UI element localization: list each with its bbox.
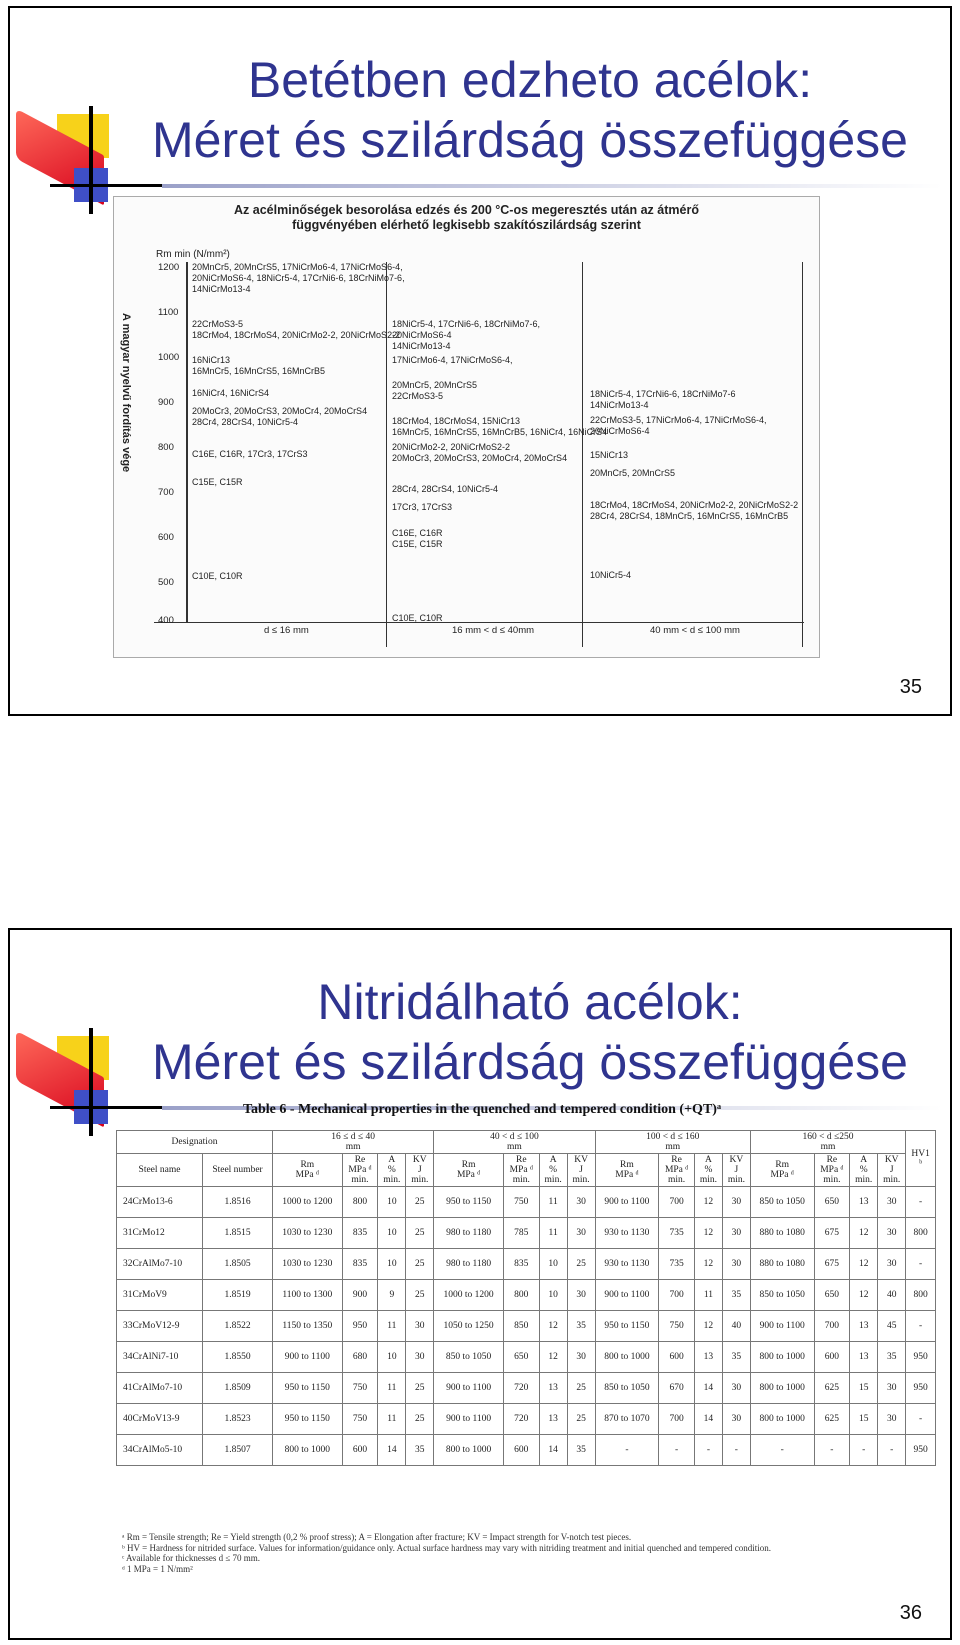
table-row <box>117 1342 936 1373</box>
slide-title <box>130 50 930 170</box>
table-cell: 24CrMo13-6 <box>117 1187 203 1218</box>
table-cell: 32CrAlMo7-10 <box>117 1249 203 1280</box>
table-cell: 11 <box>378 1311 406 1342</box>
table-cell: 600 <box>342 1435 378 1466</box>
table-caption: Table 6 - Mechanical properties in the quenched and tempered condition (+QT)ᵃ <box>242 1102 722 1117</box>
header-sub: Rm MPa ᵈ <box>434 1154 504 1187</box>
table-cell: 12 <box>694 1187 722 1218</box>
table-cell: 880 to 1080 <box>750 1218 814 1249</box>
chart-cell: 20NiCrMo2-2, 20NiCrMoS2-2 20MoCr3, 20MoCrS3, 20MoCr4, 20MoCrS4 <box>392 442 568 463</box>
table-cell: 12 <box>694 1311 722 1342</box>
y-tick: 600 <box>158 532 174 543</box>
header-sub: Re MPa ᵈ min. <box>659 1154 695 1187</box>
table-cell: 835 <box>342 1218 378 1249</box>
table-cell: 10 <box>378 1187 406 1218</box>
table-cell: 735 <box>659 1218 695 1249</box>
table-cell: 850 to 1050 <box>595 1373 659 1404</box>
table-cell: 800 to 1000 <box>750 1342 814 1373</box>
table-cell: - <box>595 1435 659 1466</box>
table-cell: 1150 to 1350 <box>272 1311 342 1342</box>
header-sub: A % min. <box>694 1154 722 1187</box>
table-cell: 25 <box>567 1373 595 1404</box>
chart-cell: 20MoCr3, 20MoCrS3, 20MoCr4, 20MoCrS4 28Cr4, 28CrS4, 10NiCr5-4 <box>192 406 368 427</box>
table-row <box>117 1249 936 1280</box>
header-steel-name: Steel name <box>117 1154 203 1187</box>
table-row <box>117 1280 936 1311</box>
table-cell: - <box>906 1404 936 1435</box>
table-row <box>117 1218 936 1249</box>
table-cell: 25 <box>567 1249 595 1280</box>
chart-cell: C10E, C10R <box>192 571 243 581</box>
chart-cell: 22CrMoS3-5, 17NiCrMo6-4, 17NiCrMoS6-4, 20NiCrMoS6-4 <box>590 415 767 436</box>
y-tick: 800 <box>158 442 174 453</box>
table-cell: 10 <box>378 1218 406 1249</box>
table-cell: 1100 to 1300 <box>272 1280 342 1311</box>
table-notes <box>122 1532 942 1574</box>
slide-36 <box>8 928 952 1640</box>
table-cell: 835 <box>342 1249 378 1280</box>
y-tick: 900 <box>158 397 174 408</box>
table-cell: 30 <box>722 1249 750 1280</box>
table-cell: 800 <box>906 1280 936 1311</box>
table-cell: 700 <box>659 1280 695 1311</box>
table-cell: 1.8522 <box>203 1311 273 1342</box>
table-cell: 11 <box>694 1280 722 1311</box>
table-cell: 880 to 1080 <box>750 1249 814 1280</box>
table-cell: 25 <box>406 1249 434 1280</box>
table-cell: 600 <box>503 1435 539 1466</box>
y-tick: 1100 <box>158 307 179 318</box>
table-cell: 25 <box>406 1218 434 1249</box>
table-cell: 30 <box>878 1249 906 1280</box>
chart-cell: 16NiCr13 16MnCr5, 16MnCrS5, 16MnCrB5 <box>192 355 326 376</box>
table-cell: 13 <box>850 1187 878 1218</box>
table-cell: 750 <box>342 1373 378 1404</box>
table-cell: 12 <box>850 1218 878 1249</box>
table-cell: 950 to 1150 <box>595 1311 659 1342</box>
table-cell: 1.8507 <box>203 1435 273 1466</box>
table-cell: 750 <box>659 1311 695 1342</box>
table-cell: 30 <box>878 1404 906 1435</box>
table-cell: 30 <box>567 1187 595 1218</box>
table-cell: 1000 to 1200 <box>434 1280 504 1311</box>
chart-cell: 15NiCr13 <box>590 450 629 460</box>
table-cell: 14 <box>378 1435 406 1466</box>
table-cell: 30 <box>406 1342 434 1373</box>
x-category: 16 mm < d ≤ 40mm <box>452 625 535 636</box>
header-sub: KV J min. <box>567 1154 595 1187</box>
table-cell: 1.8516 <box>203 1187 273 1218</box>
y-tick: 400 <box>158 615 174 626</box>
table-cell: 30 <box>878 1373 906 1404</box>
table-cell: 950 to 1150 <box>272 1373 342 1404</box>
table-cell: 750 <box>342 1404 378 1435</box>
table-cell: 25 <box>406 1373 434 1404</box>
table-cell: 670 <box>659 1373 695 1404</box>
table-cell: 800 to 1000 <box>750 1373 814 1404</box>
table-cell: 600 <box>814 1342 850 1373</box>
table-cell: - <box>722 1435 750 1466</box>
table-cell: 41CrAlMo7-10 <box>117 1373 203 1404</box>
table-cell: 950 <box>906 1342 936 1373</box>
table-cell: 30 <box>567 1280 595 1311</box>
table-cell: - <box>694 1435 722 1466</box>
chart-cell: 16NiCr4, 16NiCrS4 <box>192 388 270 398</box>
header-designation: Designation <box>117 1131 273 1154</box>
table-cell: 10 <box>378 1249 406 1280</box>
column-divider <box>582 262 583 647</box>
table-cell: 900 <box>342 1280 378 1311</box>
table-cell: 13 <box>539 1373 567 1404</box>
header-sub: A % min. <box>850 1154 878 1187</box>
page-number: 36 <box>899 1602 922 1624</box>
note: ᶜ Available for thicknesses d ≤ 70 mm. <box>122 1553 261 1563</box>
slide-title <box>130 972 930 1092</box>
table-cell: 850 to 1050 <box>434 1342 504 1373</box>
table-cell: 700 <box>814 1311 850 1342</box>
note: ᵈ 1 MPa = 1 N/mm² <box>122 1563 193 1574</box>
title-line-1: Betétben edzheto acélok: <box>247 52 813 108</box>
table-cell: 33CrMoV12-9 <box>117 1311 203 1342</box>
table-cell: 750 <box>503 1187 539 1218</box>
table-cell: 10 <box>539 1249 567 1280</box>
table-cell: 850 to 1050 <box>750 1280 814 1311</box>
header-range: 100 < d ≤ 160 mm <box>595 1131 750 1154</box>
table-cell: 25 <box>406 1280 434 1311</box>
chart-title-line-2: függvényében elérhető legkisebb szakítószilárdság szerint <box>292 218 641 232</box>
table-cell: 12 <box>539 1311 567 1342</box>
table-cell: 12 <box>539 1342 567 1373</box>
table-cell: 1030 to 1230 <box>272 1249 342 1280</box>
table-cell: 30 <box>878 1218 906 1249</box>
table-cell: 9 <box>378 1280 406 1311</box>
table-cell: 14 <box>694 1404 722 1435</box>
chart-title-line-1: Az acélminőségek besorolása edzés és 200 °C-os megeresztés után az átmérő <box>234 203 699 217</box>
note: ᵇ HV = Hardness for nitrided surface. Values for information/guidance only. Actual surface hardness may vary with nitriding treatment and initial quenched and tempered condition. <box>122 1542 772 1553</box>
table-cell: - <box>878 1435 906 1466</box>
table-cell: 900 to 1100 <box>434 1404 504 1435</box>
slide-35 <box>8 6 952 716</box>
table-cell: 980 to 1180 <box>434 1249 504 1280</box>
table-cell: 720 <box>503 1404 539 1435</box>
header-sub: Rm MPa ᵈ <box>595 1154 659 1187</box>
table-cell: 675 <box>814 1249 850 1280</box>
table-cell: 14 <box>694 1373 722 1404</box>
table-cell: 11 <box>378 1404 406 1435</box>
table-cell: 10 <box>378 1342 406 1373</box>
table-cell: 40 <box>878 1280 906 1311</box>
table-cell: 11 <box>539 1218 567 1249</box>
table-cell: 13 <box>694 1342 722 1373</box>
table-row <box>117 1435 936 1466</box>
chart-cell: 22CrMoS3-5 18CrMo4, 18CrMoS4, 20NiCrMo2-2, 20NiCrMoS2-2 <box>192 319 401 340</box>
chart-cell: 18NiCr5-4, 17CrNi6-6, 18CrNiMo7-6 14NiCrMo13-4 <box>590 389 736 410</box>
note: ᵃ Rm = Tensile strength; Re = Yield strength (0,2 % proof stress); A = Elongation after fracture; KV = Impact strength for V-notch test pieces. <box>122 1532 632 1542</box>
table-cell: 800 to 1000 <box>750 1404 814 1435</box>
table-cell: 850 to 1050 <box>750 1187 814 1218</box>
table-cell: 40 <box>722 1311 750 1342</box>
table-cell: 785 <box>503 1218 539 1249</box>
table-cell: 625 <box>814 1404 850 1435</box>
table-cell: 900 to 1100 <box>434 1373 504 1404</box>
table-cell: 14 <box>539 1435 567 1466</box>
table-cell: 35 <box>878 1342 906 1373</box>
table-cell: 870 to 1070 <box>595 1404 659 1435</box>
table-cell: 11 <box>539 1187 567 1218</box>
mechanical-properties-table <box>116 1130 936 1466</box>
chart-cell: 18CrMo4, 18CrMoS4, 15NiCr13 16MnCr5, 16MnCrS5, 16MnCrB5, 16NiCr4, 16NiCrS4 <box>392 416 608 437</box>
chart-cell: C10E, C10R <box>392 613 443 623</box>
table-cell: 650 <box>503 1342 539 1373</box>
header-sub: Re MPa ᵈ min. <box>814 1154 850 1187</box>
table-cell: 31CrMoV9 <box>117 1280 203 1311</box>
y-tick: 700 <box>158 487 174 498</box>
table-cell: 700 <box>659 1187 695 1218</box>
header-sub: KV J min. <box>878 1154 906 1187</box>
table-cell: 625 <box>814 1373 850 1404</box>
header-range: 40 < d ≤ 100 mm <box>434 1131 595 1154</box>
table-row <box>117 1187 936 1218</box>
table-cell: 1.8523 <box>203 1404 273 1435</box>
title-line-2: Méret és szilárdság összefüggése <box>152 112 908 168</box>
table-cell: 950 to 1150 <box>434 1187 504 1218</box>
table-cell: 31CrMo12 <box>117 1218 203 1249</box>
header-sub: A % min. <box>378 1154 406 1187</box>
table-cell: 35 <box>567 1435 595 1466</box>
chart-cell: C15E, C15R <box>192 477 243 487</box>
table-cell: 1.8550 <box>203 1342 273 1373</box>
page-number: 35 <box>899 676 922 698</box>
table-cell: 675 <box>814 1218 850 1249</box>
chart-title <box>114 203 819 233</box>
table-cell: 650 <box>814 1280 850 1311</box>
chart-cell: 28Cr4, 28CrS4, 10NiCr5-4 <box>392 484 499 494</box>
table-cell: 30 <box>567 1342 595 1373</box>
table-cell: 835 <box>503 1249 539 1280</box>
table-cell: 930 to 1130 <box>595 1218 659 1249</box>
table-cell: 30 <box>722 1373 750 1404</box>
chart-cell: 20MnCr5, 20MnCrS5 22CrMoS3-5 <box>392 380 478 401</box>
table-cell: 35 <box>406 1435 434 1466</box>
table-cell: 45 <box>878 1311 906 1342</box>
header-sub: KV J min. <box>722 1154 750 1187</box>
table-cell: 800 <box>342 1187 378 1218</box>
chart-cell: C16E, C16R, 17Cr3, 17CrS3 <box>192 449 308 459</box>
table-cell: - <box>906 1187 936 1218</box>
table-cell: 11 <box>378 1373 406 1404</box>
table-cell: - <box>906 1249 936 1280</box>
header-sub: Re MPa ᵈ min. <box>503 1154 539 1187</box>
table-cell: 15 <box>850 1373 878 1404</box>
table-cell: 950 <box>906 1373 936 1404</box>
table-cell: 35 <box>567 1311 595 1342</box>
table-cell: 12 <box>850 1249 878 1280</box>
y-tick: 1000 <box>158 352 180 363</box>
table-cell: 1.8519 <box>203 1280 273 1311</box>
table-cell: 13 <box>850 1311 878 1342</box>
side-note: A magyar nyelvű fordítás vége <box>120 313 132 473</box>
y-tick: 1200 <box>158 262 180 273</box>
table-cell: 650 <box>814 1187 850 1218</box>
table-cell: - <box>659 1435 695 1466</box>
table-cell: 900 to 1100 <box>595 1280 659 1311</box>
table-cell: 1.8505 <box>203 1249 273 1280</box>
x-category: d ≤ 16 mm <box>264 625 309 636</box>
table-cell: 720 <box>503 1373 539 1404</box>
header-sub: KV J min. <box>406 1154 434 1187</box>
chart-cell: 20MnCr5, 20MnCrS5 <box>590 468 676 478</box>
y-tick: 500 <box>158 577 174 588</box>
table-cell: 13 <box>539 1404 567 1435</box>
table-cell: 950 <box>342 1311 378 1342</box>
table-row <box>117 1373 936 1404</box>
chart-cell: 20MnCr5, 20MnCrS5, 17NiCrMo6-4, 17NiCrMoS6-4, 20NiCrMoS6-4, 18NiCr5-4, 17CrNi6-6, 18CrNiMo7-6, 14NiCrMo13-4 <box>192 262 405 294</box>
table-cell: 1050 to 1250 <box>434 1311 504 1342</box>
table-cell: 30 <box>567 1218 595 1249</box>
table-cell: 25 <box>406 1404 434 1435</box>
table-row <box>117 1311 936 1342</box>
title-line-2: Méret és szilárdság összefüggése <box>152 1034 908 1090</box>
table-cell: 800 to 1000 <box>595 1342 659 1373</box>
header-hv: HV1 ᵇ <box>906 1131 936 1187</box>
column-divider <box>802 262 803 647</box>
table-cell: - <box>750 1435 814 1466</box>
title-line-1: Nitridálható acélok: <box>317 974 743 1030</box>
table-cell: 1000 to 1200 <box>272 1187 342 1218</box>
chart-cell: C16E, C16R C15E, C15R <box>392 528 443 549</box>
table-cell: 35 <box>722 1342 750 1373</box>
table-cell: 30 <box>722 1187 750 1218</box>
header-sub: Rm MPa ᵈ <box>272 1154 342 1187</box>
table-cell: 40CrMoV13-9 <box>117 1404 203 1435</box>
steel-classification-chart <box>113 196 820 658</box>
table-cell: 800 to 1000 <box>272 1435 342 1466</box>
table-cell: 600 <box>659 1342 695 1373</box>
table-cell: 25 <box>406 1187 434 1218</box>
table-cell: 12 <box>850 1280 878 1311</box>
header-range: 16 ≤ d ≤ 40 mm <box>272 1131 433 1154</box>
table-cell: - <box>906 1311 936 1342</box>
table-cell: 30 <box>722 1404 750 1435</box>
table-cell: - <box>814 1435 850 1466</box>
table-cell: 30 <box>406 1311 434 1342</box>
table-cell: 800 to 1000 <box>434 1435 504 1466</box>
chart-cell: 17Cr3, 17CrS3 <box>392 502 453 512</box>
table-cell: 1.8515 <box>203 1218 273 1249</box>
table-cell: 1.8509 <box>203 1373 273 1404</box>
table-row <box>117 1404 936 1435</box>
x-category: 40 mm < d ≤ 100 mm <box>650 625 740 636</box>
table-cell: 25 <box>567 1404 595 1435</box>
chart-cell: 18CrMo4, 18CrMoS4, 20NiCrMo2-2, 20NiCrMoS2-2 28Cr4, 28CrS4, 18MnCr5, 16MnCrS5, 16MnCrB5 <box>590 500 799 521</box>
x-axis-line <box>154 622 804 623</box>
table-cell: 1030 to 1230 <box>272 1218 342 1249</box>
axis-name: Rm min (N/mm²) <box>156 249 230 260</box>
table-cell: 35 <box>722 1280 750 1311</box>
table-cell: 735 <box>659 1249 695 1280</box>
table-cell: 700 <box>659 1404 695 1435</box>
header-sub: A % min. <box>539 1154 567 1187</box>
chart-cell: 18NiCr5-4, 17CrNi6-6, 18CrNiMo7-6, 20NiCrMoS6-4 14NiCrMo13-4 <box>392 319 541 351</box>
header-steel-number: Steel number <box>203 1154 273 1187</box>
table-cell: 30 <box>878 1187 906 1218</box>
header-sub: Re MPa ᵈ min. <box>342 1154 378 1187</box>
table-cell: 930 to 1130 <box>595 1249 659 1280</box>
table-cell: 13 <box>850 1342 878 1373</box>
table-cell: 12 <box>694 1249 722 1280</box>
table-cell: 950 to 1150 <box>272 1404 342 1435</box>
chart-cell: 17NiCrMo6-4, 17NiCrMoS6-4, <box>392 355 513 365</box>
table-cell: 15 <box>850 1404 878 1435</box>
table-cell: 980 to 1180 <box>434 1218 504 1249</box>
table-cell: 800 <box>906 1218 936 1249</box>
table-cell: 900 to 1100 <box>750 1311 814 1342</box>
table-cell: 800 <box>503 1280 539 1311</box>
table-cell: - <box>850 1435 878 1466</box>
table-cell: 12 <box>694 1218 722 1249</box>
table-cell: 850 <box>503 1311 539 1342</box>
table-cell: 30 <box>722 1218 750 1249</box>
table-cell: 950 <box>906 1435 936 1466</box>
table-cell: 680 <box>342 1342 378 1373</box>
table-cell: 34CrAlNi7-10 <box>117 1342 203 1373</box>
y-axis-line <box>186 262 188 622</box>
chart-cell: 10NiCr5-4 <box>590 570 632 580</box>
table-cell: 900 to 1100 <box>595 1187 659 1218</box>
table-cell: 900 to 1100 <box>272 1342 342 1373</box>
header-range: 160 < d ≤250 mm <box>750 1131 905 1154</box>
header-sub: Rm MPa ᵈ <box>750 1154 814 1187</box>
table-cell: 34CrAlMo5-10 <box>117 1435 203 1466</box>
table-cell: 10 <box>539 1280 567 1311</box>
